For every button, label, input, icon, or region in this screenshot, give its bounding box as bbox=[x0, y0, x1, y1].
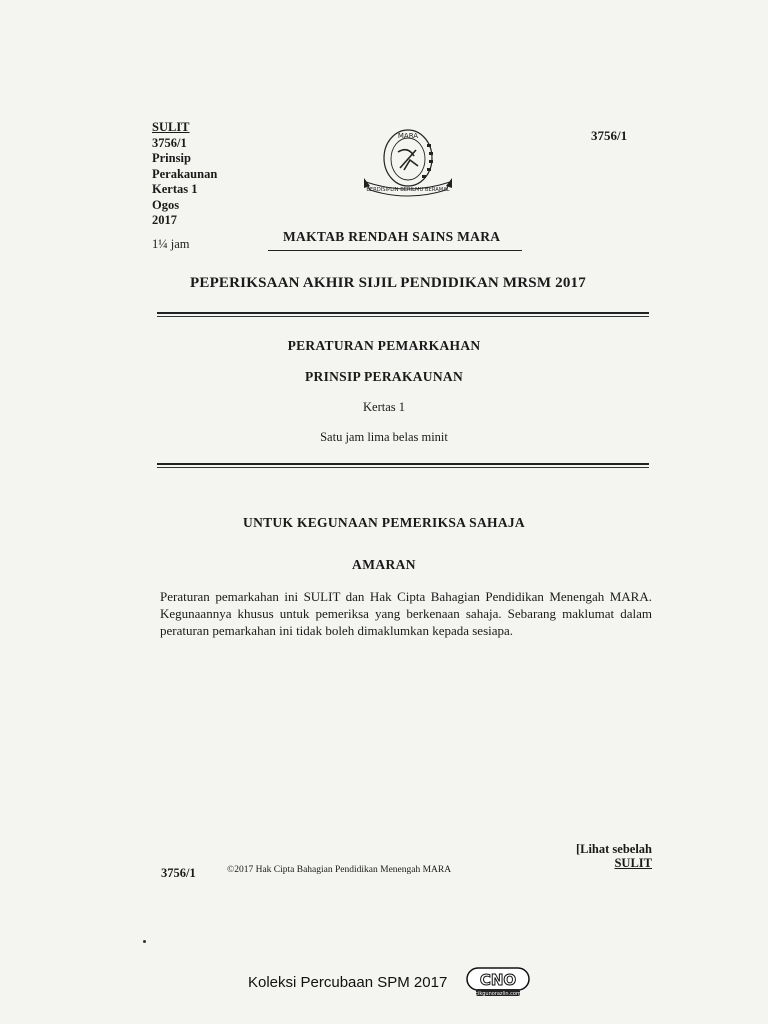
header-code: 3756/1 bbox=[152, 135, 187, 150]
marking-scheme-title: PERATURAN PEMARKAHAN bbox=[287, 338, 481, 353]
header-subject-1: Prinsip bbox=[152, 151, 191, 165]
scan-speck bbox=[143, 940, 146, 943]
header-month: Ogos bbox=[152, 197, 180, 212]
college-underline bbox=[268, 250, 522, 251]
footer-copyright: ©2017 Hak Cipta Bahagian Pendidikan Menengah MARA bbox=[227, 865, 452, 875]
header-duration: 1¼ jam bbox=[152, 236, 190, 251]
header-code-right: 3756/1 bbox=[591, 128, 628, 143]
header-subject-2: Perakaunan bbox=[152, 166, 218, 181]
college-name: MAKTAB RENDAH SAINS MARA bbox=[283, 229, 501, 244]
badge-text: CNO bbox=[479, 971, 517, 989]
exam-title: PEPERIKSAAN AKHIR SIJIL PENDIDIKAN MRSM 2017 bbox=[190, 275, 586, 291]
subject-title: PRINSIP PERAKAUNAN bbox=[304, 369, 464, 384]
see-next-page bbox=[560, 842, 652, 870]
warning-heading: AMARAN bbox=[352, 557, 416, 572]
examiner-only-heading: UNTUK KEGUNAAN PEMERIKSA SAHAJA bbox=[243, 515, 525, 530]
header-year: 2017 bbox=[152, 213, 177, 227]
divider-top-thin bbox=[157, 316, 649, 317]
divider-top-thick bbox=[157, 312, 649, 314]
cno-badge-icon bbox=[466, 967, 530, 997]
paper-title: Kertas 1 bbox=[363, 400, 405, 414]
see-next-label: [Lihat sebelah bbox=[575, 842, 652, 856]
collection-watermark: Koleksi Percubaan SPM 2017 bbox=[248, 974, 448, 991]
header-sulit: SULIT bbox=[152, 120, 190, 134]
divider-mid-thick bbox=[157, 463, 649, 465]
logo-top-text: MARA bbox=[397, 132, 419, 140]
duration-words: Satu jam lima belas minit bbox=[320, 430, 448, 444]
header-left-block bbox=[152, 120, 217, 252]
logo-ribbon-text: BERDISIPLIN BERILMU BERAMAL bbox=[366, 187, 450, 193]
footer-code: 3756/1 bbox=[161, 866, 196, 880]
mara-crest-icon bbox=[360, 126, 456, 202]
badge-subtext: cikgunorazlin.com bbox=[475, 991, 521, 997]
header-paper: Kertas 1 bbox=[152, 182, 198, 196]
footer-sulit: SULIT bbox=[614, 856, 652, 870]
warning-paragraph: Peraturan pemarkahan ini SULIT dan Hak Cipta Bahagian Pendidikan Menengah MARA. Kegunaannya khusus untuk pemeriksa yang berkenaan sahaja. Sebarang maklumat dalam peraturan pemarkahan ini tidak boleh dimaklumkan kepada sesiapa. bbox=[160, 589, 652, 638]
divider-mid-thin bbox=[157, 467, 649, 468]
